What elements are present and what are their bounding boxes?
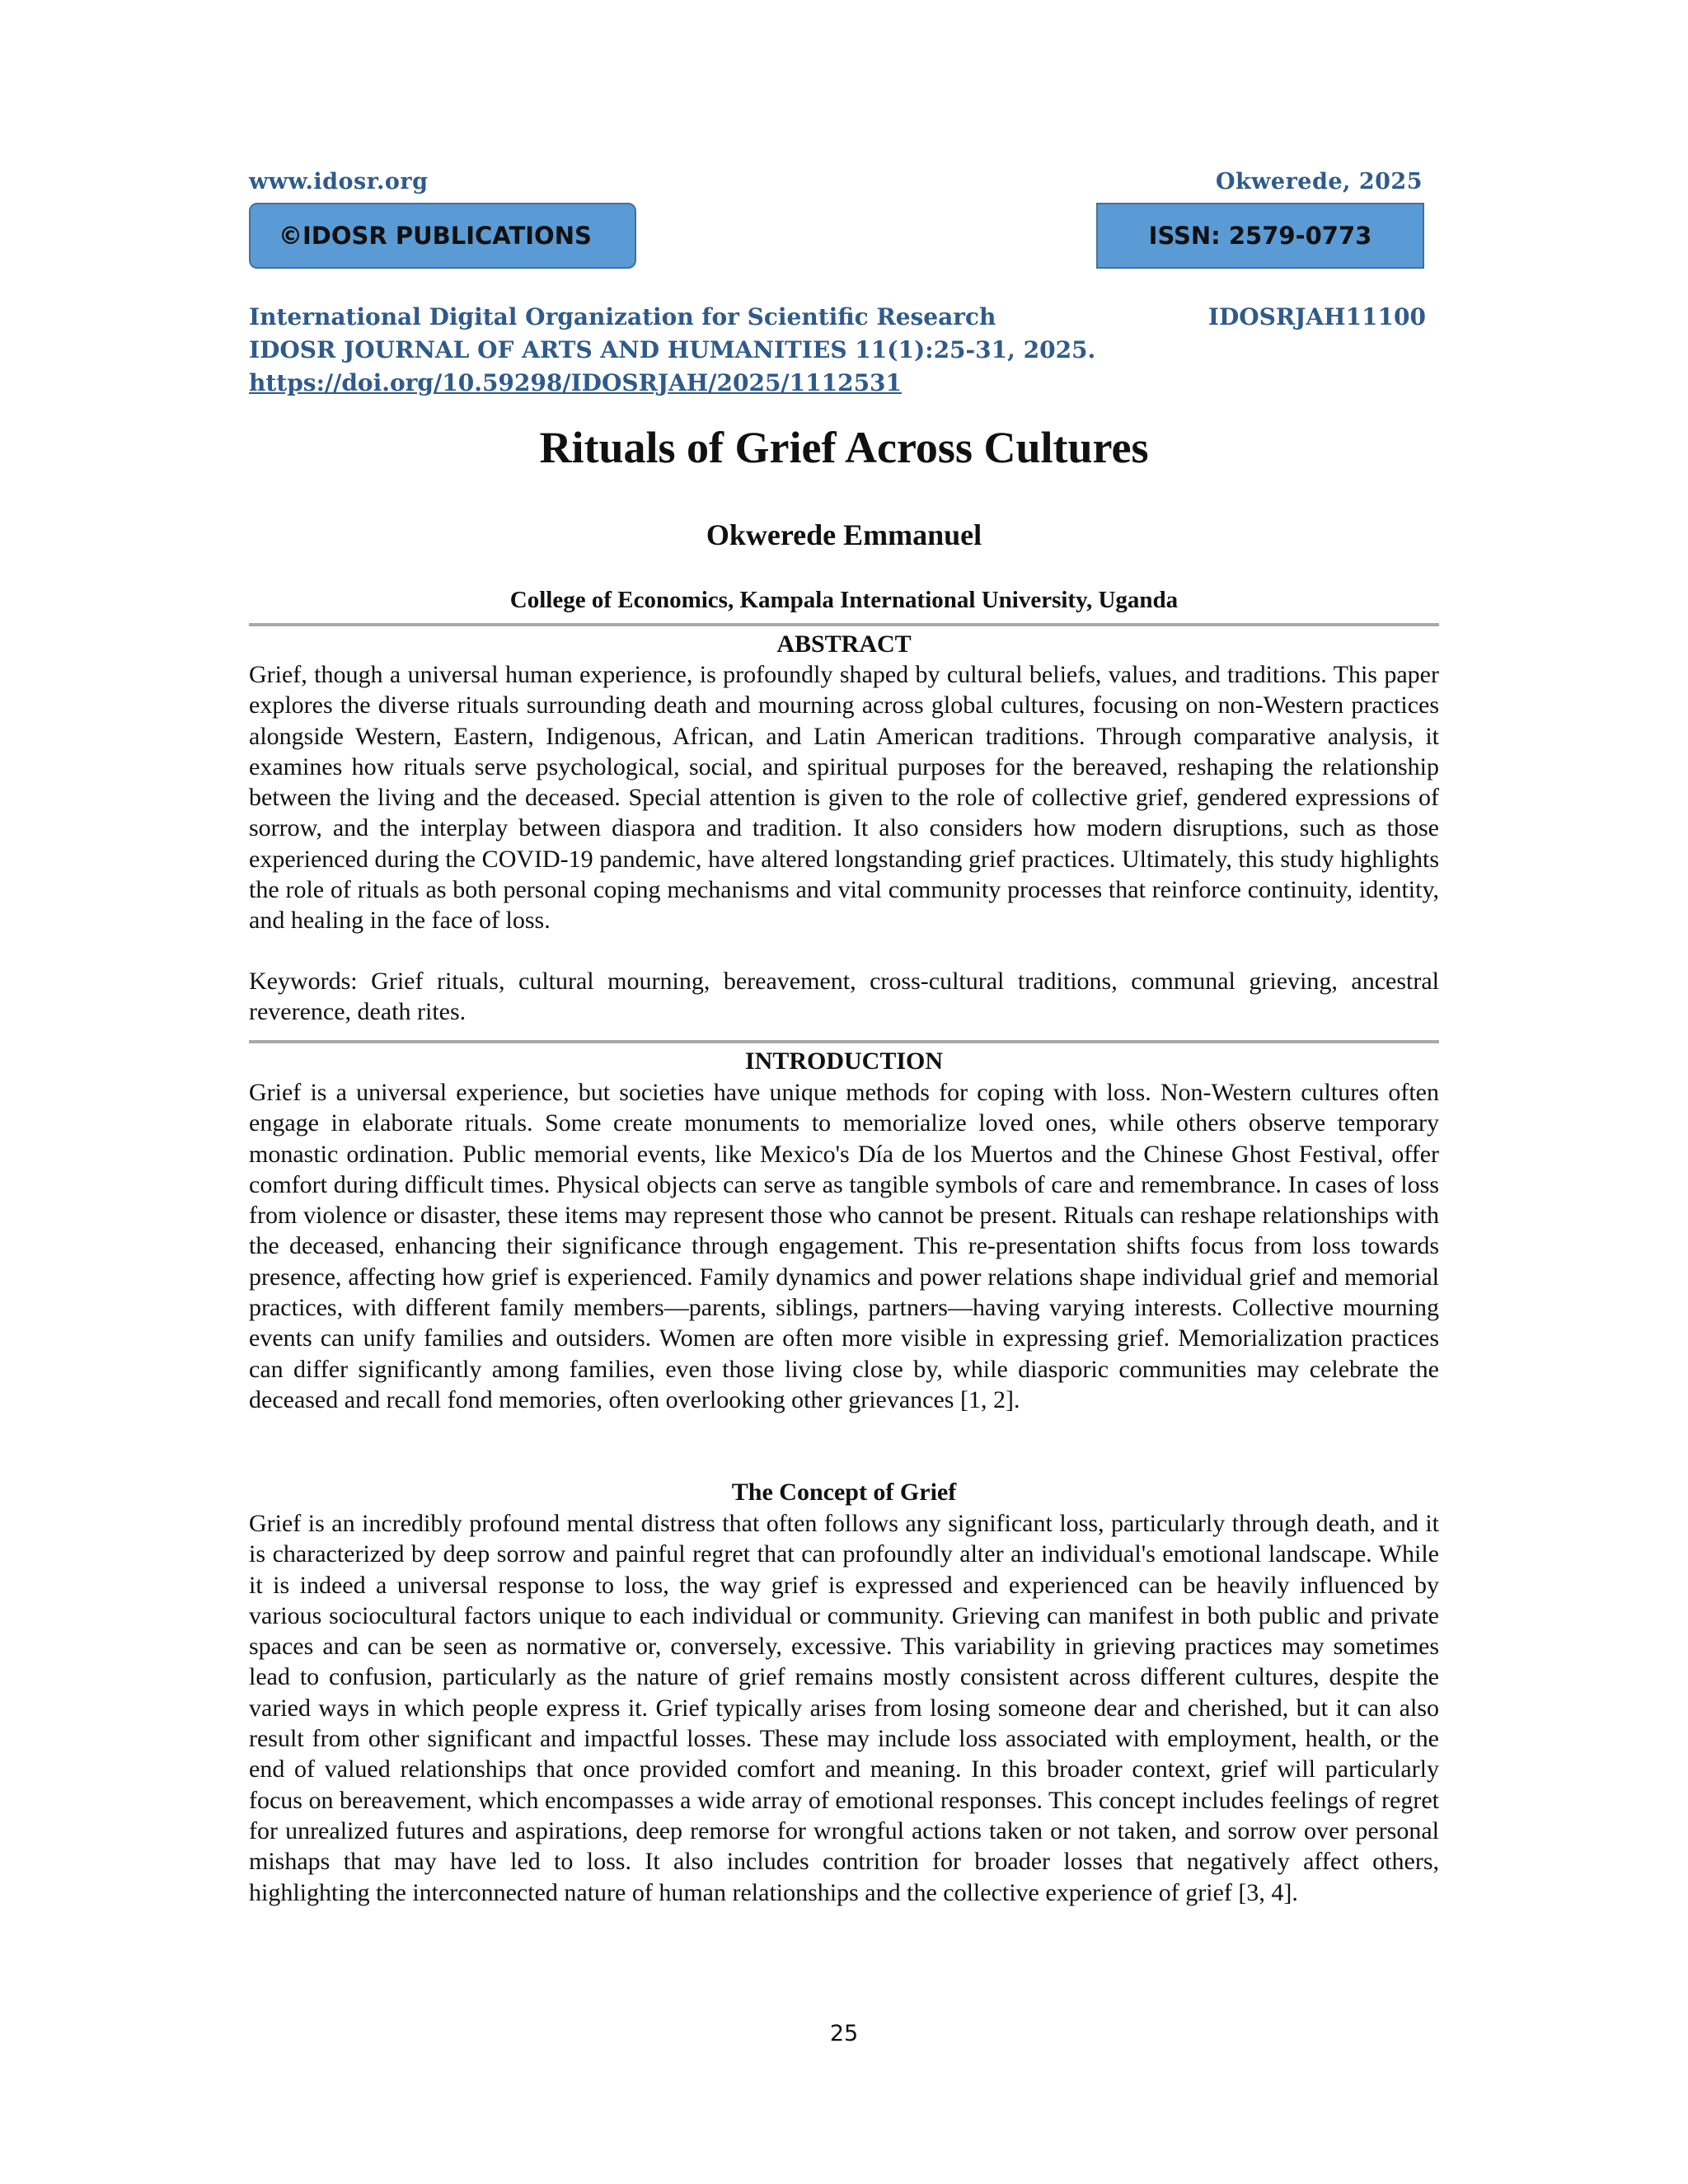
issn-box (1096, 203, 1424, 269)
page-number: 25 (829, 2021, 859, 2046)
keywords-line (249, 966, 1439, 1028)
header-author-year: Okwerede, 2025 (1215, 169, 1423, 194)
concept-heading: The Concept of Grief (731, 1479, 957, 1506)
issn-label: ISSN: 2579-0773 (1148, 222, 1372, 250)
divider-bottom (249, 1040, 1439, 1043)
paper-title: Rituals of Grief Across Cultures (539, 423, 1149, 472)
abstract-text: Grief, though a universal human experience, is profoundly shaped by cultural beliefs, values, and traditions. This paper explores the diverse rituals surrounding death and mourning across global cultures, focusing on non-Western practices alongside Western, Eastern, Indigenous, African, and Latin American traditions. Through comparative analysis, it examines how rituals serve psychological, social, and spiritual purposes for the bereaved, reshaping the relationship between the living and the deceased. Special attention is given to the role of collective grief, gendered expressions of sorrow, and the interplay between diaspora and tradition. It also considers how modern disruptions, such as those experienced during the COVID-19 pandemic, have altered longstanding grief practices. Ultimately, this study highlights the role of rituals as both personal coping mechanisms and vital community processes that reinforce continuity, identity, and healing in the face of loss. (249, 661, 1439, 935)
introduction-text: Grief is a universal experience, but societies have unique methods for coping with loss. Non-Western cultures often engage in elaborate rituals. Some create monuments to memorialize loved ones, while others observe temporary monastic ordination. Public memorial events, like Mexico's Día de los Muertos and the Chinese Ghost Festival, offer comfort during difficult times. Physical objects can serve as tangible symbols of care and remembrance. In cases of loss from violence or disaster, these items may represent those who cannot be present. Rituals can reshape relationships with the deceased, enhancing their significance through engagement. This re-presentation shifts focus from loss towards presence, affecting how grief is experienced. Family dynamics and power relations shape individual grief and memorial practices, with different family members—parents, siblings, partners—having varying interests. Collective mourning events can unify families and outsiders. Women are often more visible in expressing grief. Memorialization practices can differ significantly among families, even those living close by, while diasporic communities may celebrate the deceased and recall fond memories, often overlooking other grievances [1, 2]. (249, 1079, 1439, 1413)
author-name: Okwerede Emmanuel (706, 518, 982, 551)
author-affiliation: College of Economics, Kampala International University, Uganda (509, 587, 1179, 613)
doi-link[interactable]: https://doi.org/10.59298/IDOSRJAH/2025/1112531 (249, 369, 903, 396)
abstract-heading: ABSTRACT (776, 630, 912, 658)
publisher-box (249, 203, 636, 269)
keywords-text: Grief rituals, cultural mourning, bereavement, cross-cultural traditions, communal grieving, ancestral reverence, death rites. (249, 968, 1439, 1026)
journal-citation: IDOSR JOURNAL OF ARTS AND HUMANITIES 11(1):25-31, 2025. (249, 336, 1096, 363)
concept-text: Grief is an incredibly profound mental distress that often follows any significant loss, particularly through death, and it is characterized by deep sorrow and painful regret that can profoundly alter an individual's emotional landscape. While it is indeed a universal response to loss, the way grief is expressed and experienced can be heavily influenced by various sociocultural factors unique to each individual or community. Grieving can manifest in both public and private spaces and can be seen as normative or, conversely, excessive. This variability in grieving practices may sometimes lead to confusion, particularly as the nature of grief remains mostly consistent across different cultures, despite the varied ways in which people express it. Grief typically arises from losing someone dear and cherished, but it can also result from other significant and impactful losses. These may include loss associated with employment, health, or the end of valued relationships that once provided comfort and meaning. In this broader context, grief will particularly focus on bereavement, which encompasses a wide array of emotional responses. This concept includes feelings of regret for unrealized futures and aspirations, deep remorse for wrongful actions taken or not taken, and sorrow over personal mishaps that may have led to loss. It also includes contrition for broader losses that negatively affect others, highlighting the interconnected nature of human relationships and the collective experience of grief [3, 4]. (249, 1510, 1439, 1906)
divider-top (249, 623, 1439, 626)
introduction-heading: INTRODUCTION (744, 1047, 944, 1075)
site-url[interactable]: www.idosr.org (249, 169, 429, 194)
publisher-label: ©IDOSR PUBLICATIONS (279, 222, 592, 250)
organization-name: International Digital Organization for Scientific Research (249, 303, 996, 330)
keywords-label: Keywords: (249, 968, 358, 995)
article-code: IDOSRJAH11100 (1207, 303, 1426, 330)
